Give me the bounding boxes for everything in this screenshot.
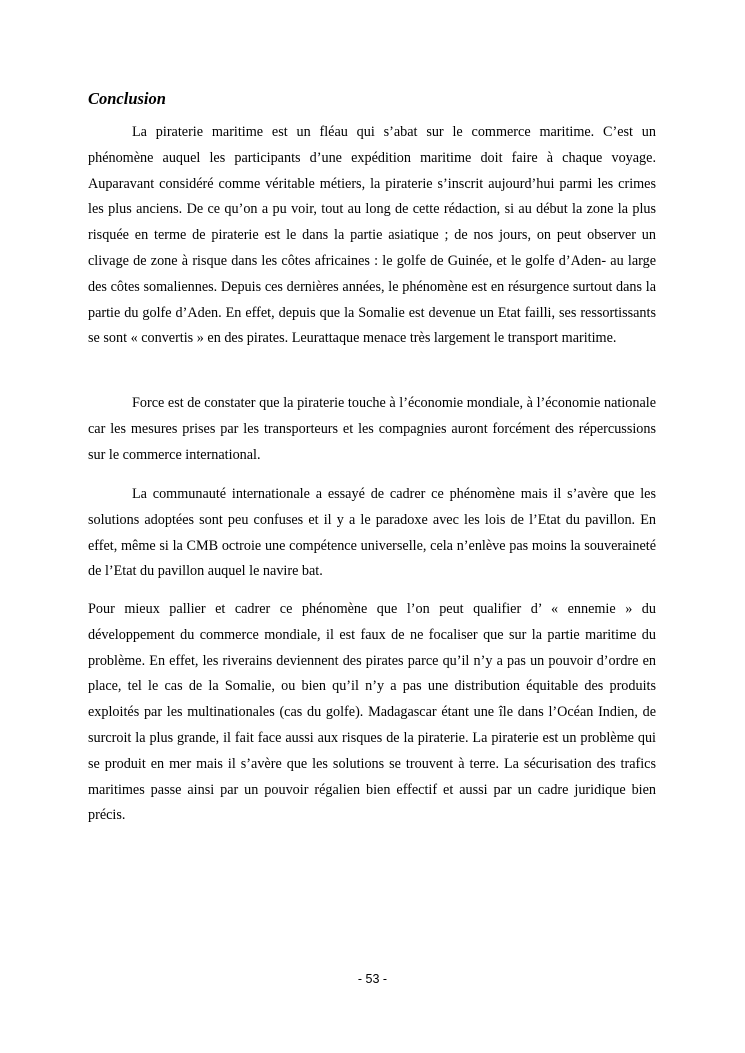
paragraph-1: La piraterie maritime est un fléau qui s’abat sur le commerce maritime. C’est un phénomène auquel les participants d’une expédition maritime doit faire à chaque voyage. Auparavant considéré comme véritable métiers, la piraterie s’inscrit aujourd’hui parmi les crimes les plus anciens. De ce qu’on a pu voir, tout au long de cette rédaction, si au début la zone la plus risquée en terme de piraterie est le dans la partie asiatique ; de nos jours, on peut observer un clivage de zone à risque dans les côtes africaines : le golfe de Guinée, et le golfe d’Aden- au large des côtes somaliennes. Depuis ces dernières années, le phénomène est en résurgence surtout dans la partie du golfe d’Aden. En effet, depuis que la Somalie est devenue un Etat failli, ses ressortissants se sont « convertis » en des pirates. Leurattaque menace très largement le transport maritime. — [88, 124, 656, 347]
paragraph-3: La communauté internationale a essayé de cadrer ce phénomène mais il s’avère que les solutions adoptées sont peu confuses et il y a le paradoxe avec les lois de l’Etat du pavillon. En effet, même si la CMB octroie une compétence universelle, cela n’enlève pas moins la souveraineté de l’Etat du pavillon auquel le navire bat. — [88, 486, 656, 580]
page-number: - 53 - — [357, 972, 388, 986]
section-heading: Conclusion — [88, 89, 166, 108]
paragraph-2: Force est de constater que la piraterie touche à l’économie mondiale, à l’économie nationale car les mesures prises par les transporteurs et les compagnies auront forcément des répercussions sur le commerce international. — [88, 395, 656, 463]
paragraph-4: Pour mieux pallier et cadrer ce phénomène que l’on peut qualifier d’ « ennemie » du développement du commerce mondiale, il est faux de ne focaliser que sur la partie maritime du problème. En effet, les riverains deviennent des pirates parce qu’il n’y a pas un pouvoir d’ordre en place, tel le cas de la Somalie, ou bien qu’il n’y a pas une distribution équitable des produits exploités par les multinationales (cas du golfe). Madagascar étant une île dans l’Océan Indien, de surcroit la plus grande, il fait face aussi aux risques de la piraterie. La piraterie est un problème qui se produit en mer mais il s’avère que les solutions se trouvent à terre. La sécurisation des trafics maritimes passe ainsi par un pouvoir régalien bien effectif et aussi par un cadre juridique bien précis. — [88, 601, 656, 824]
